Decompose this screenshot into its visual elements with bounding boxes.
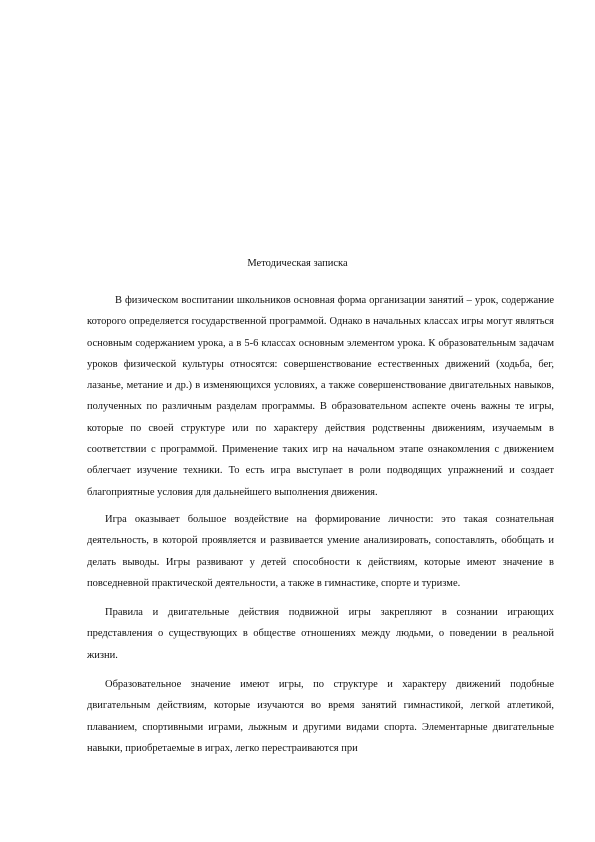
document-body <box>87 290 554 767</box>
paragraph-4: Образовательное значение имеют игры, по структуре и характеру движений подобные двигательным действиям, которые изучаются во время занятий гимнастикой, легкой атлетикой, плаванием, спортивными играми, лыжным и другими видами спорта. Элементарные двигательные навыки, приобретаемые в играх, легко перестраиваются при <box>87 679 554 754</box>
paragraph-3: Правила и двигательные действия подвижной игры закрепляют в сознании играющих представления о существующих в обществе отношениях между людьми, о поведении в реальной жизни. <box>87 607 554 661</box>
paragraph-1: В физическом воспитании школьников основная форма организации занятий – урок, содержание которого определяется государственной программой. Однако в начальных классах игры могут являться основным содержанием урока, а в 5-6 классах основным элементом урока. К образовательным задачам уроков физической культуры относятся: совершенствование естественных движений (ходьба, бег, лазанье, метание и др.) в изменяющихся условиях, а также совершенствование двигательных навыков, полученных по различным разделам программы. В образовательном аспекте очень важны те игры, которые по своей структуре или по характеру действия родственны движениям, изучаемым в соответствии с программой. Применение таких игр на начальном этапе ознакомления с движением облегчает изучение техники. То есть игра выступает в роли подводящих упражнений и создает благоприятные условия для дальнейшего выполнения движения. <box>87 295 554 498</box>
paragraph-2: Игра оказывает большое воздействие на формирование личности: это такая сознательная деятельность, в которой проявляется и развивается умение анализировать, сопоставлять, обобщать и делать выводы. Игры развивают у детей способности к действиям, которые имеют значение в повседневной практической деятельности, а также в гимнастике, спорте и туризме. <box>87 513 554 589</box>
document-title: Методическая записка <box>247 258 348 269</box>
